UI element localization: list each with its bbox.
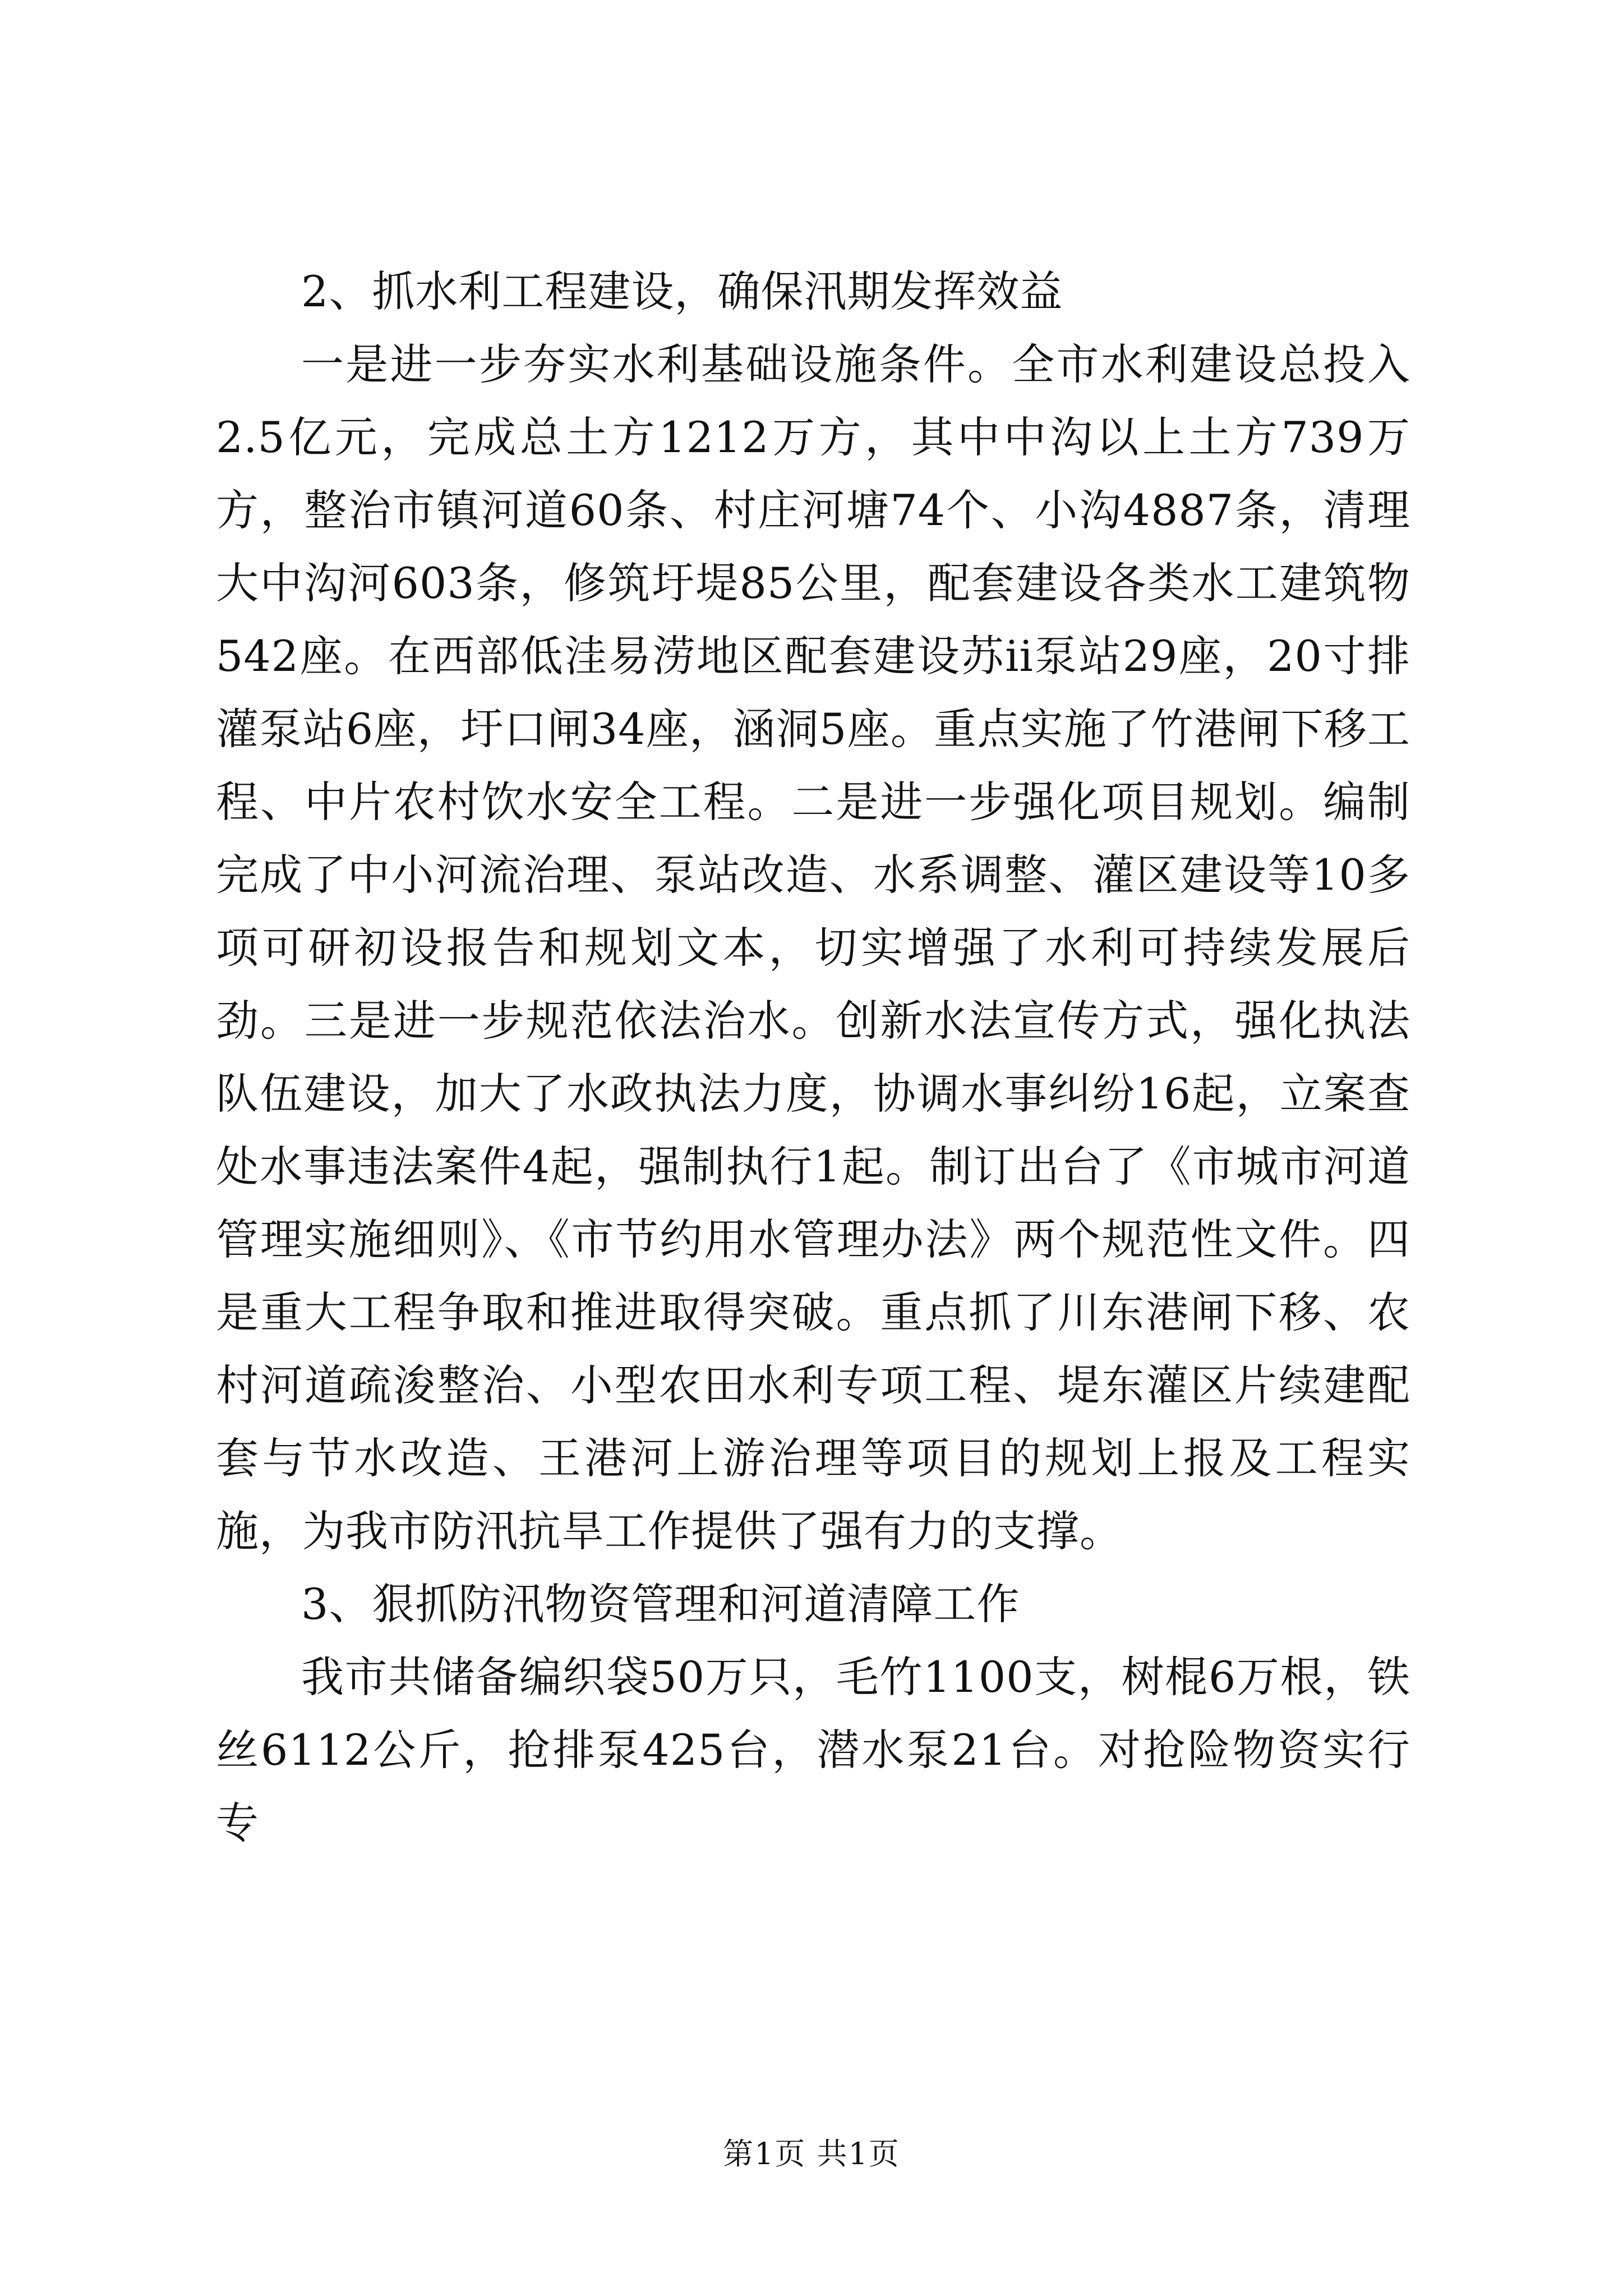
page-footer: 第1页 共1页: [723, 2136, 900, 2171]
section-heading-3: 3、狠抓防汛物资管理和河道清障工作: [301, 1579, 1020, 1629]
section-paragraph-1: 一是进一步夯实水利基础设施条件。全市水利建设总投入2.5亿元，完成总土方1212万方，其中中沟以上土方739万方，整治市镇河道60条、村庄河塘74个、小沟4887条，清理大中沟河603条，修筑圩堤85公里，配套建设各类水工建筑物542座。在西部低洼易涝地区配套建设苏ii泵站29座，20寸排灌泵站6座，圩口闸34座，涵洞5座。重点实施了竹港闸下移工程、中片农村饮水安全工程。二是进一步强化项目规划。编制完成了中小河流治理、泵站改造、水系调整、灌区建设等10多项可研初设报告和规划文本，切实增强了水利可持续发展后劲。三是进一步规范依法治水。创新水法宣传方式，强化执法队伍建设，加大了水政执法力度，协调水事纠纷16起，立案查处水事违法案件4起，强制执行1起。制订出台了《市城市河道管理实施细则》、《市节约用水管理办法》两个规范性文件。四是重大工程争取和推进取得突破。重点抓了川东港闸下移、农村河道疏浚整治、小型农田水利专项工程、堤东灌区片续建配套与节水改造、王港河上游治理等项目的规划上报及工程实施，为我市防汛抗旱工作提供了强有力的支撑。: [216, 339, 1410, 1556]
section-heading-2: 2、抓水利工程建设，确保汛期发挥效益: [301, 266, 1063, 316]
document-body: [216, 255, 1410, 1860]
section-paragraph-2: 我市共储备编织袋50万只，毛竹1100支，树棍6万根，铁丝6112公斤，抢排泵425台，潜水泵21台。对抢险物资实行专: [216, 1652, 1410, 1848]
